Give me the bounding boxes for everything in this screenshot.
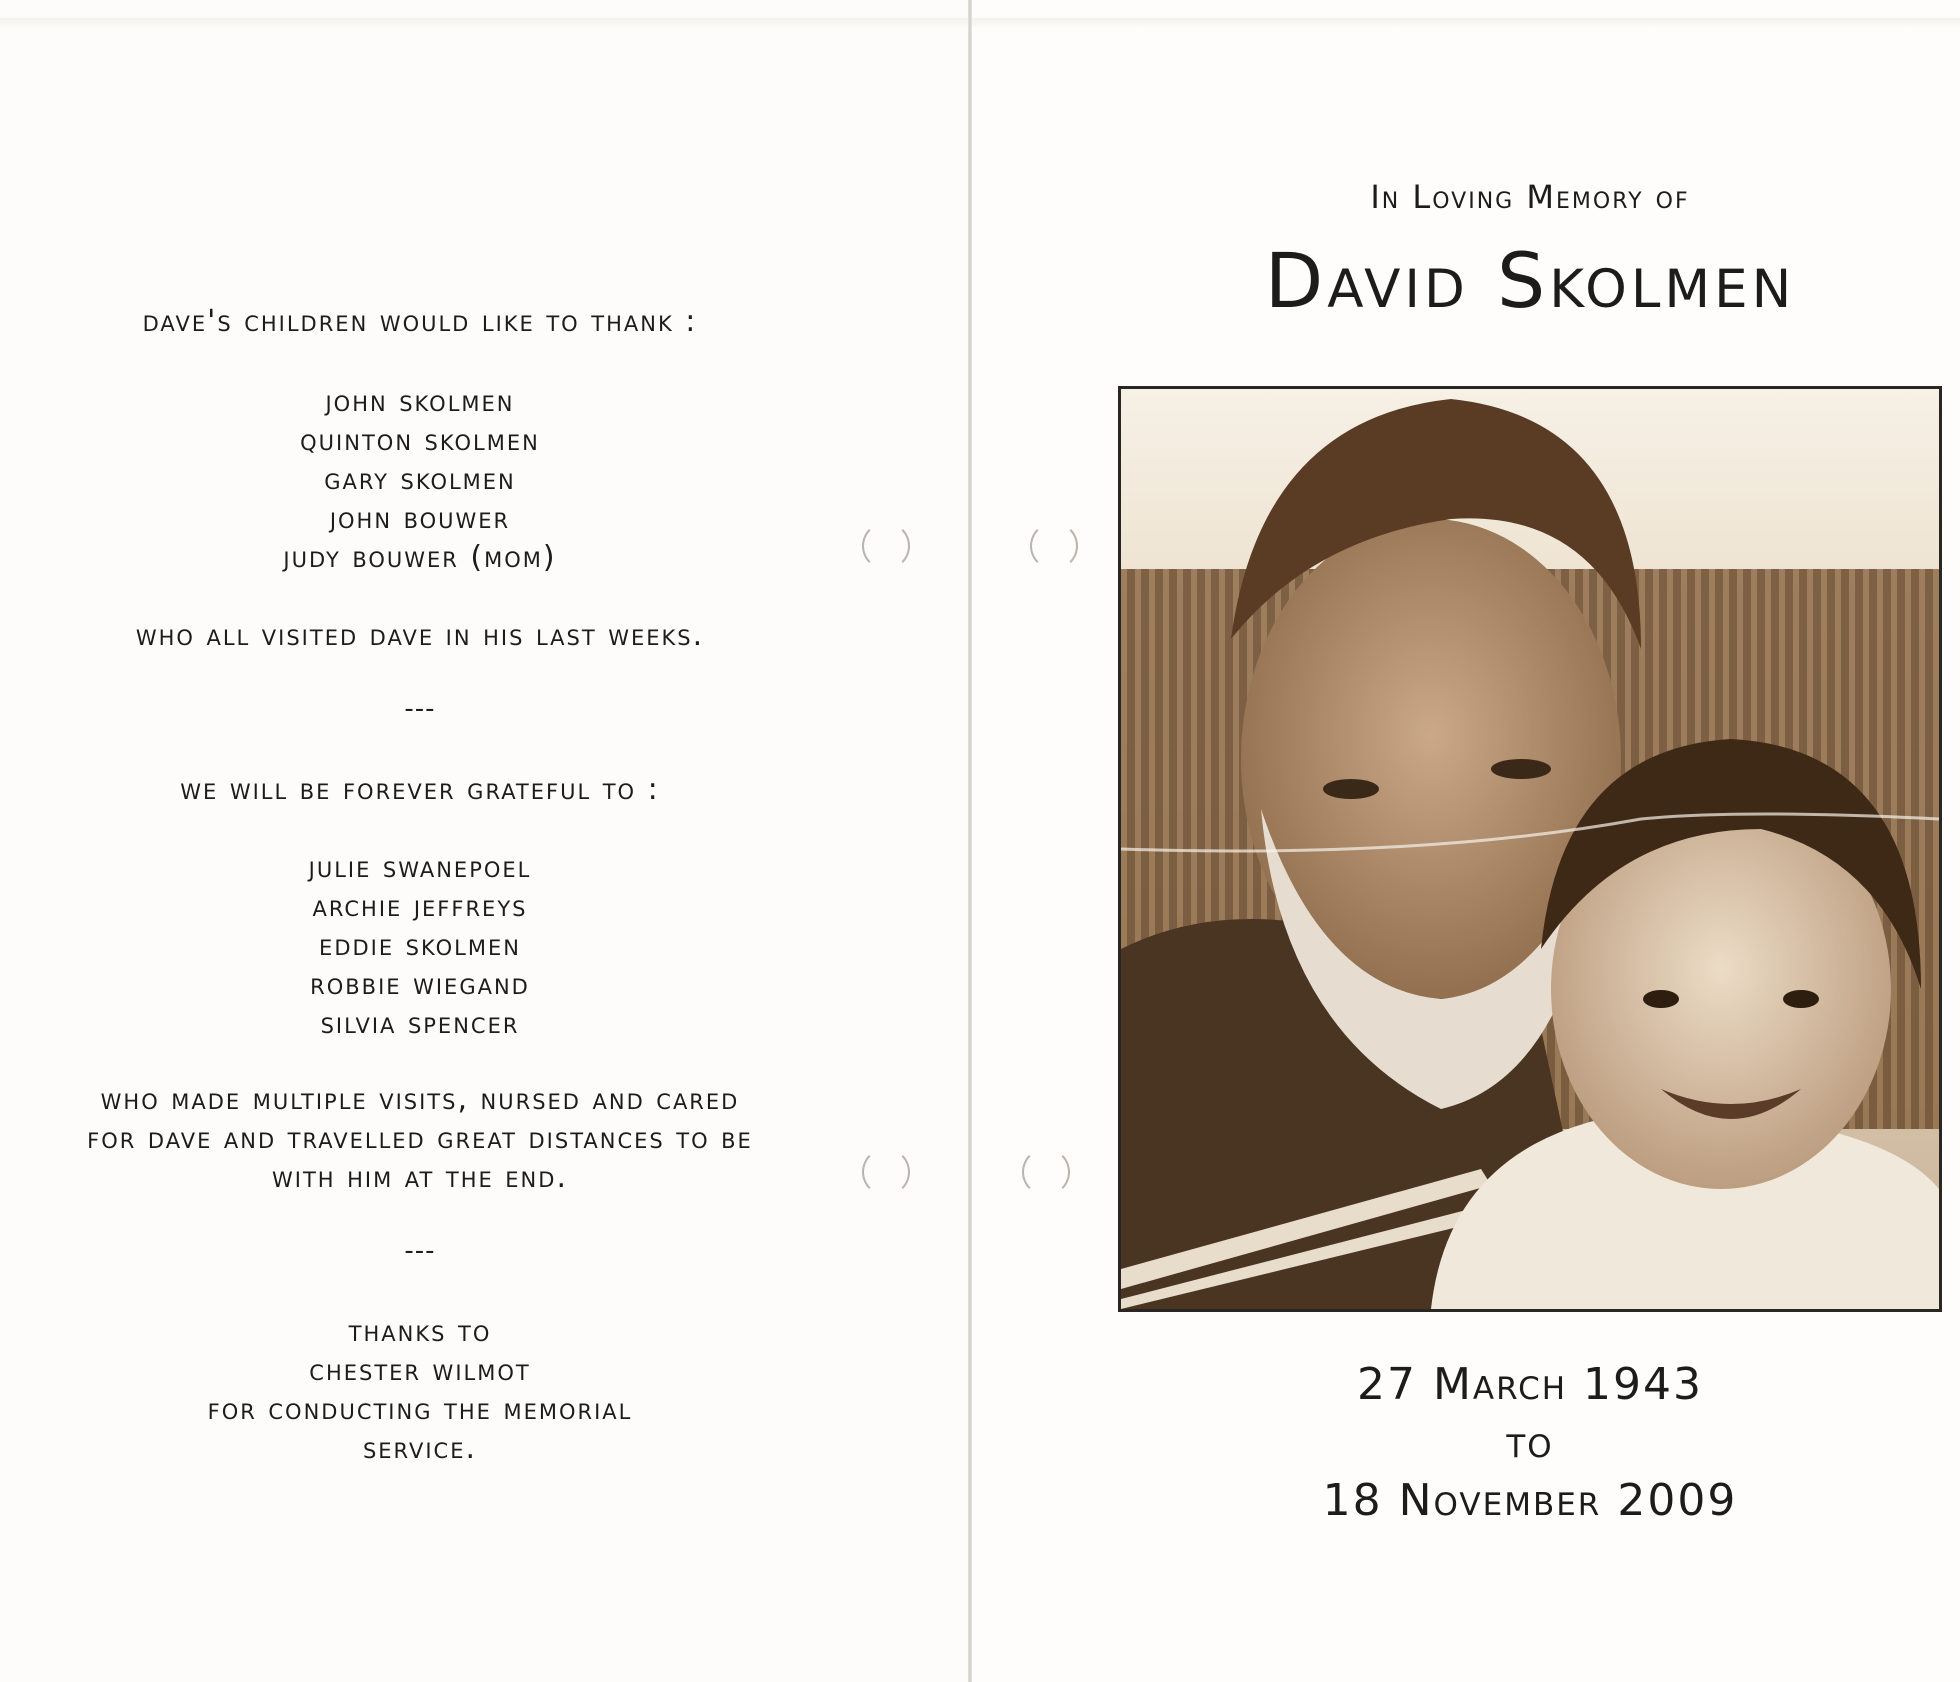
carer-name: archie jeffreys <box>312 889 528 924</box>
grateful-intro-block <box>0 770 840 809</box>
carers-note-line: for dave and travelled great distances to be <box>87 1121 753 1156</box>
punch-hole <box>1022 1148 1070 1196</box>
carer-name: silvia spencer <box>320 1006 520 1041</box>
separator-1 <box>0 690 840 729</box>
grateful-intro: we will be forever grateful to : <box>180 772 660 807</box>
life-dates <box>1118 1356 1942 1530</box>
family-name: quinton skolmen <box>300 423 540 458</box>
family-name: john bouwer <box>329 501 511 536</box>
family-note: who all visited dave in his last weeks. <box>135 618 705 653</box>
family-name: gary skolmen <box>324 462 516 497</box>
memory-heading: In Loving Memory of <box>1370 178 1690 216</box>
carers-note-line: with him at the end. <box>272 1160 568 1195</box>
carers-note-line: who made multiple visits, nursed and cared <box>100 1082 740 1117</box>
officiant-thanks-line: thanks to <box>348 1314 492 1349</box>
death-date: 18 November 2009 <box>1322 1475 1738 1526</box>
punch-hole <box>862 1148 910 1196</box>
carers-list <box>0 848 840 1043</box>
carer-name: julie swanepoel <box>308 850 532 885</box>
officiant-thanks-line: for conducting the memorial <box>207 1392 633 1427</box>
thanks-intro: dave's children would like to thank : <box>142 304 698 339</box>
deceased-name: David Skolmen <box>1264 236 1796 325</box>
separator: --- <box>404 694 436 724</box>
separator: --- <box>404 1236 436 1266</box>
family-name: judy bouwer (mom) <box>283 540 557 575</box>
date-connector: to <box>1506 1417 1554 1468</box>
family-name: john skolmen <box>325 384 515 419</box>
carer-name: eddie skolmen <box>319 928 521 963</box>
family-note-block <box>0 616 840 655</box>
carer-name: robbie wiegand <box>310 967 530 1002</box>
officiant-thanks-line: chester wilmot <box>309 1353 531 1388</box>
punch-hole <box>862 522 910 570</box>
family-list <box>0 382 840 577</box>
birth-date: 27 March 1943 <box>1356 1359 1704 1410</box>
thanks-intro-block <box>0 302 840 341</box>
carers-note-block <box>0 1080 840 1197</box>
card-fold <box>968 0 972 1682</box>
memorial-photo <box>1118 386 1942 1312</box>
separator-2 <box>0 1232 840 1271</box>
photo-portrait <box>1121 389 1939 1309</box>
officiant-thanks-block <box>0 1312 840 1468</box>
punch-hole <box>1030 522 1078 570</box>
card-top-edge <box>0 18 1960 28</box>
officiant-thanks-line: service. <box>362 1431 478 1466</box>
